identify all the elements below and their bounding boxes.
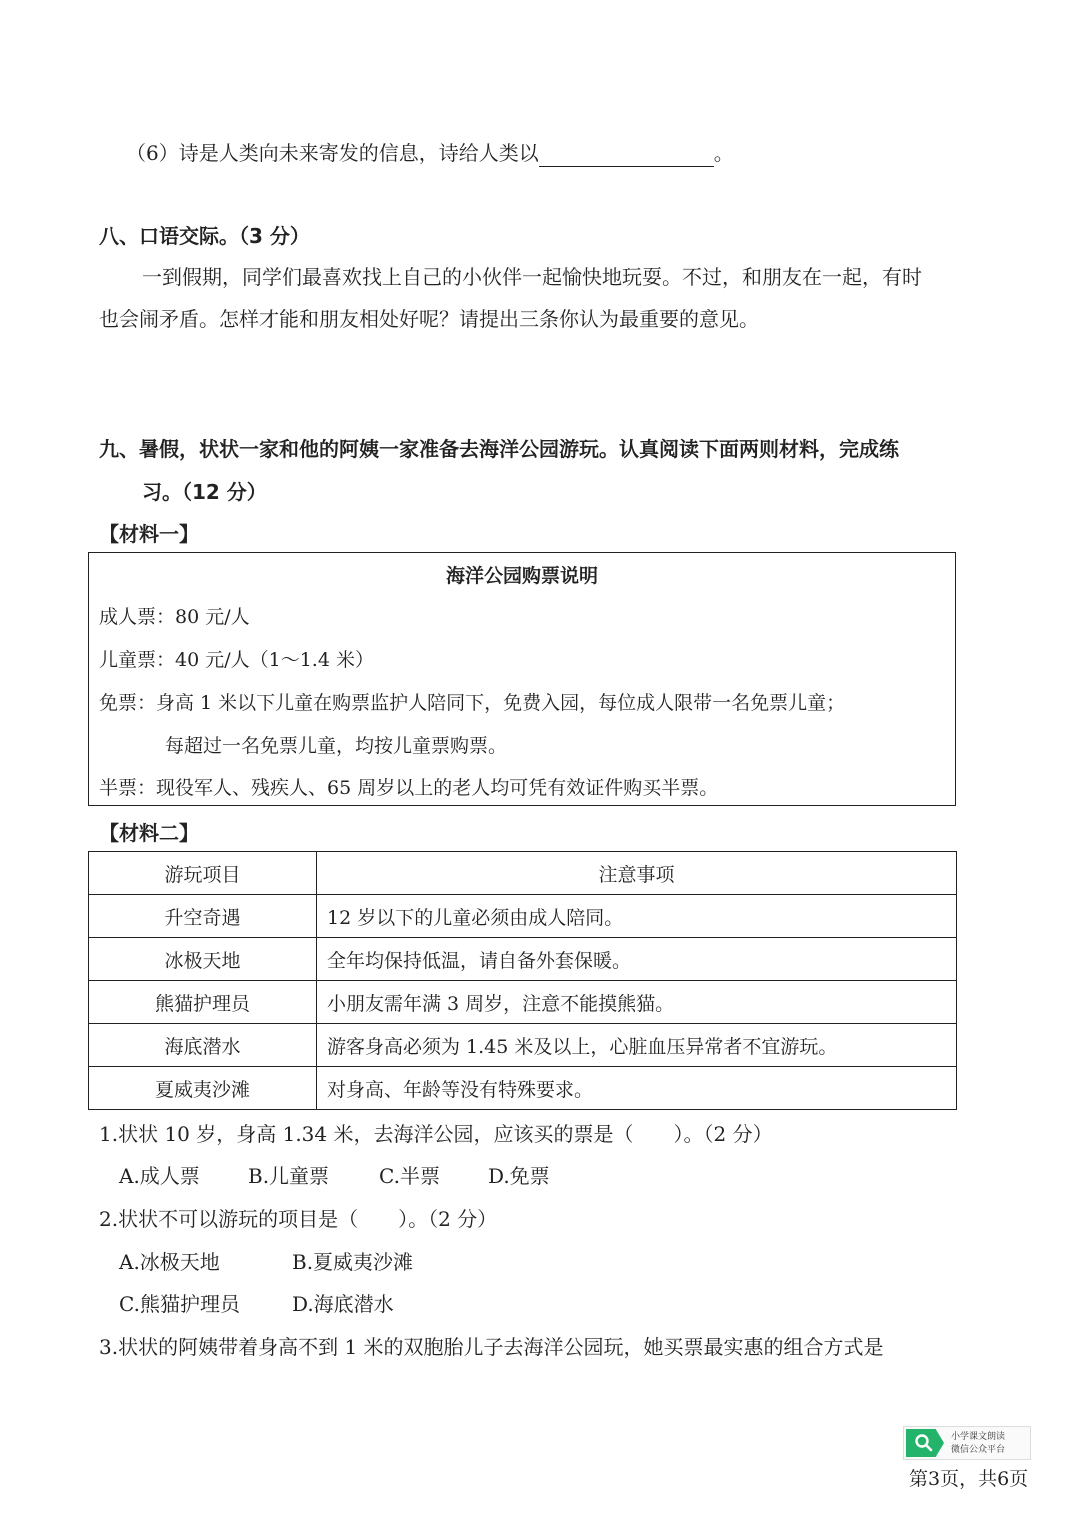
question-2-option-a[interactable]: A.冰极天地 bbox=[119, 1250, 220, 1274]
table-row bbox=[89, 895, 957, 938]
question-2-option-b[interactable]: B.夏威夷沙滩 bbox=[292, 1250, 414, 1274]
material-1-heading: 海洋公园购票说明 bbox=[445, 565, 598, 587]
table-header-row bbox=[89, 852, 957, 895]
question-6-text: （6）诗是人类向未来寄发的信息，诗给人类以 bbox=[126, 141, 539, 165]
material-1-label: 【材料一】 bbox=[99, 522, 199, 546]
question-2: 2.状状不可以游玩的项目是（ ）。（2 分） bbox=[99, 1207, 498, 1231]
badge-line1: 小学课文朗读 bbox=[951, 1432, 1006, 1442]
search-icon bbox=[906, 1429, 944, 1457]
question-6 bbox=[126, 139, 734, 167]
badge-line2: 微信公众平台 bbox=[951, 1445, 1006, 1455]
section-8-paragraph-line1: 一到假期，同学们最喜欢找上自己的小伙伴一起愉快地玩耍。不过，和朋友在一起，有时 bbox=[142, 265, 922, 289]
material-2-label: 【材料二】 bbox=[99, 821, 199, 845]
section-9-title-line2: 习。（12 分） bbox=[142, 480, 267, 504]
page-number: 第3页，共6页 bbox=[909, 1468, 1029, 1490]
question-1-option-a[interactable]: A.成人票 bbox=[119, 1164, 200, 1188]
table-header-notes: 注意事项 bbox=[317, 852, 957, 895]
section-8-title: 八、口语交际。（3 分） bbox=[99, 224, 310, 248]
table-row bbox=[89, 938, 957, 981]
answer-blank[interactable] bbox=[539, 144, 714, 167]
table-cell-notes: 游客身高必须为 1.45 米及以上，心脏血压异常者不宜游玩。 bbox=[317, 1024, 957, 1067]
table-cell-project: 海底潜水 bbox=[89, 1024, 317, 1067]
ticket-half: 半票：现役军人、残疾人、65 周岁以上的老人均可凭有效证件购买半票。 bbox=[99, 777, 719, 799]
wechat-platform-badge bbox=[903, 1426, 1031, 1460]
ticket-free: 免票：身高 1 米以下儿童在购票监护人陪同下，免费入园，每位成人限带一名免票儿童； bbox=[99, 692, 846, 714]
table-row bbox=[89, 1067, 957, 1110]
question-1-option-b[interactable]: B.儿童票 bbox=[248, 1164, 330, 1188]
table-cell-notes: 全年均保持低温，请自备外套保暖。 bbox=[317, 938, 957, 981]
question-2-option-c[interactable]: C.熊猫护理员 bbox=[119, 1292, 240, 1316]
question-1-option-d[interactable]: D.免票 bbox=[488, 1164, 550, 1188]
table-row bbox=[89, 1024, 957, 1067]
table-cell-notes: 小朋友需年满 3 周岁，注意不能摸熊猫。 bbox=[317, 981, 957, 1024]
question-2-option-d[interactable]: D.海底潜水 bbox=[292, 1292, 394, 1316]
question-6-end: 。 bbox=[713, 141, 734, 165]
table-cell-project: 冰极天地 bbox=[89, 938, 317, 981]
ticket-adult: 成人票：80 元/人 bbox=[99, 606, 250, 628]
table-cell-notes: 对身高、年龄等没有特殊要求。 bbox=[317, 1067, 957, 1110]
table-row bbox=[89, 981, 957, 1024]
table-cell-project: 升空奇遇 bbox=[89, 895, 317, 938]
table-cell-project: 夏威夷沙滩 bbox=[89, 1067, 317, 1110]
question-1-option-c[interactable]: C.半票 bbox=[379, 1164, 440, 1188]
section-9-title-line1: 九、暑假，状状一家和他的阿姨一家准备去海洋公园游玩。认真阅读下面两则材料，完成练 bbox=[99, 437, 899, 461]
table-header-project: 游玩项目 bbox=[89, 852, 317, 895]
table-cell-notes: 12 岁以下的儿童必须由成人陪同。 bbox=[317, 895, 957, 938]
material-2-table bbox=[88, 851, 957, 1110]
ticket-free-continued: 每超过一名免票儿童，均按儿童票购票。 bbox=[165, 735, 508, 757]
question-1: 1.状状 10 岁，身高 1.34 米，去海洋公园，应该买的票是（ ）。（2 分） bbox=[99, 1122, 773, 1146]
table-cell-project: 熊猫护理员 bbox=[89, 981, 317, 1024]
section-8-paragraph-line2: 也会闹矛盾。怎样才能和朋友相处好呢？请提出三条你认为最重要的意见。 bbox=[99, 307, 759, 331]
ticket-child: 儿童票：40 元/人（1～1.4 米） bbox=[99, 649, 374, 671]
material-1-box bbox=[88, 552, 956, 806]
question-3: 3.状状的阿姨带着身高不到 1 米的双胞胎儿子去海洋公园玩，她买票最实惠的组合方式是 bbox=[99, 1335, 884, 1359]
